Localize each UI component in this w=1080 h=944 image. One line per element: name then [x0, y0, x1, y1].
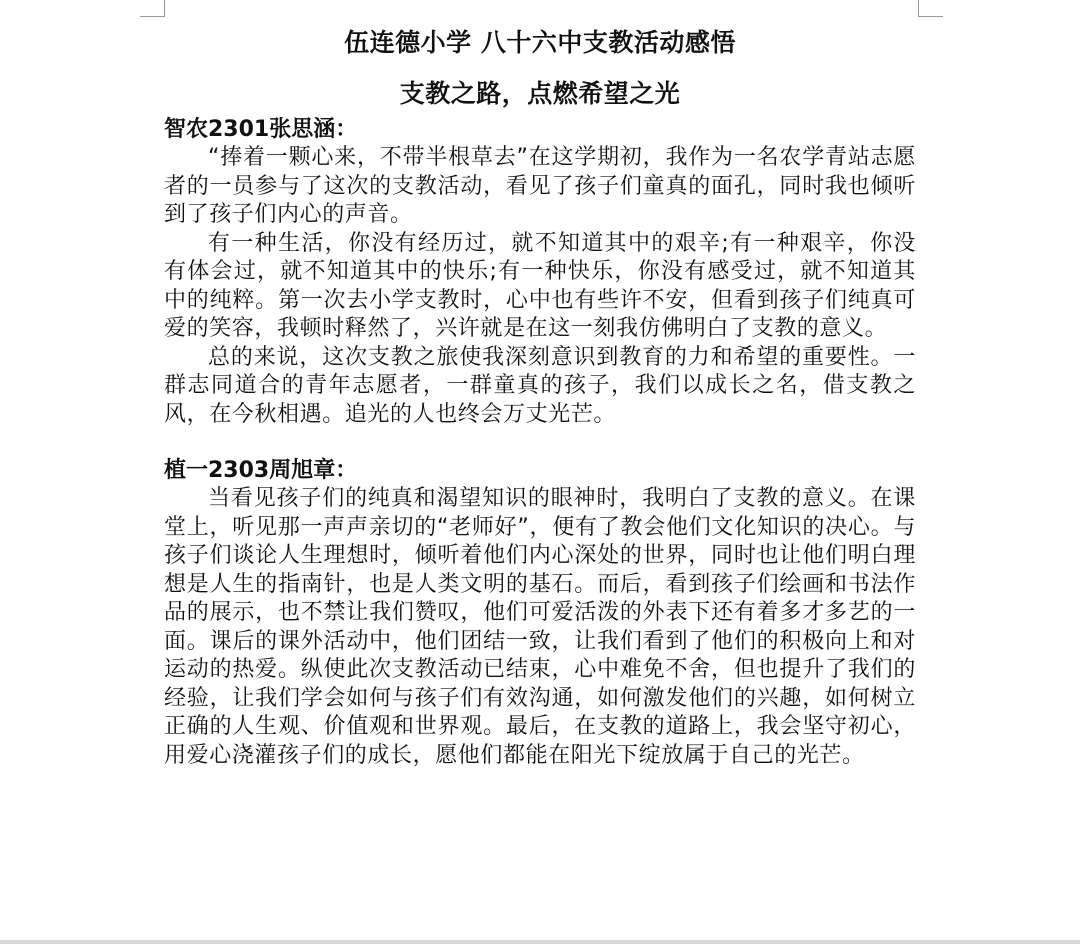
section-author: 植一2303周旭章： — [164, 458, 358, 483]
document-title: 伍连德小学 八十六中支教活动感悟 — [344, 28, 736, 57]
page-bottom-edge — [0, 940, 1080, 944]
document-subtitle: 支教之路，点燃希望之光 — [399, 79, 681, 108]
section-author: 智农2301张思涵： — [164, 117, 358, 142]
crop-mark-top-right — [918, 0, 943, 17]
section-paragraph: 当看见孩子们的纯真和渴望知识的眼神时，我明白了支教的意义。在课堂上，听见那一声声亲切的“老师好”，便有了教会他们文化知识的决心。与孩子们谈论人生理想时，倾听着他们内心深处的世界，同时也让他们明白理想是人生的指南针，也是人类文明的基石。而后，看到孩子们绘画和书法作品的展示，也不禁让我们赞叹，他们可爱活泼的外表下还有着多才多艺的一面。课后的课外活动中，他们团结一致，让我们看到了他们的积极向上和对运动的热爱。纵使此次支教活动已结束，心中难免不舍，但也提升了我们的经验，让我们学会如何与孩子们有效沟通，如何激发他们的兴趣，如何树立正确的人生观、价值观和世界观。最后，在支教的道路上，我会坚守初心，用爱心浇灌孩子们的成长，愿他们都能在阳光下绽放属于自己的光芒。 — [164, 486, 916, 768]
crop-mark-top-left — [140, 0, 165, 17]
document-body — [164, 22, 916, 770]
reflection-section-1 — [164, 116, 916, 429]
section-paragraph: 总的来说，这次支教之旅使我深刻意识到教育的力和希望的重要性。一群志同道合的青年志愿者，一群童真的孩子，我们以成长之名，借支教之风，在今秋相遇。追光的人也终会万丈光芒。 — [164, 344, 916, 427]
section-paragraph: 有一种生活，你没有经历过，就不知道其中的艰辛;有一种艰辛，你没有体会过，就不知道其中的快乐;有一种快乐，你没有感受过，就不知道其中的纯粹。第一次去小学支教时，心中也有些许不安，但看到孩子们纯真可爱的笑容，我顿时释然了，兴许就是在这一刻我仿佛明白了支教的意义。 — [164, 230, 916, 341]
section-paragraph: “捧着一颗心来，不带半根草去”在这学期初，我作为一名农学青站志愿者的一员参与了这次的支教活动，看见了孩子们童真的面孔，同时我也倾听到了孩子们内心的声音。 — [164, 145, 916, 227]
reflection-section-2 — [164, 457, 916, 770]
